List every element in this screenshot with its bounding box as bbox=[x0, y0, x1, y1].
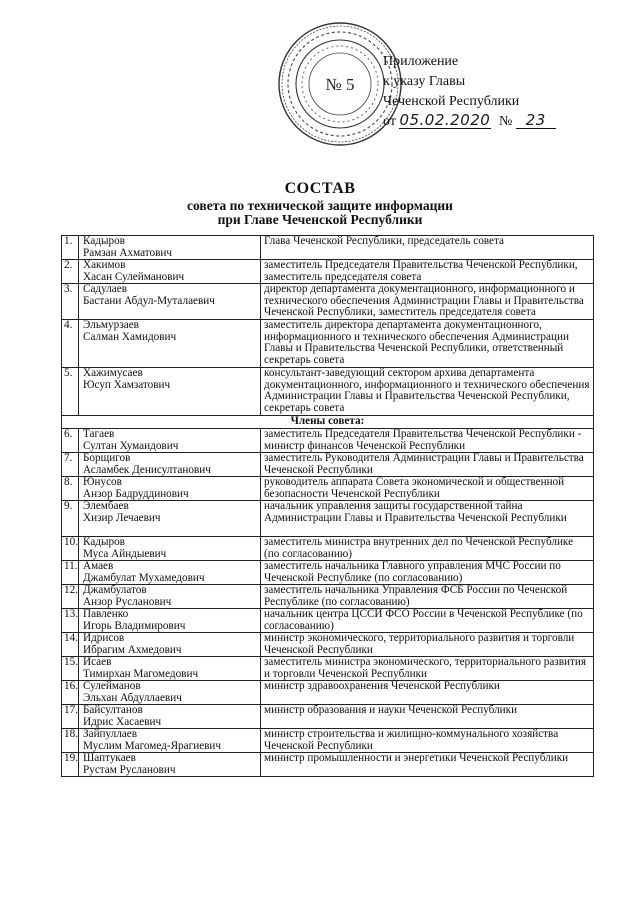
row-number: 3. bbox=[62, 284, 79, 320]
subtitle-line-2: при Главе Чеченской Республики bbox=[217, 212, 423, 227]
member-given-name: Игорь Владимирович bbox=[83, 619, 186, 632]
number-prefix: № bbox=[498, 114, 513, 129]
member-name bbox=[79, 260, 261, 284]
member-given-name: Бастани Абдул-Муталаевич bbox=[83, 294, 215, 307]
member-name bbox=[79, 681, 261, 705]
member-given-name: Хасан Сулейманович bbox=[83, 270, 185, 283]
member-given-name: Рамзан Ахматович bbox=[83, 246, 173, 259]
table-row bbox=[62, 284, 594, 320]
appendix-line-1: Приложение bbox=[383, 54, 459, 69]
table-row bbox=[62, 320, 594, 368]
section-row bbox=[62, 416, 594, 429]
member-position: заместитель директора департамента документационного, информационного и технического обеспечения Администрации Главы и Правительства Чеченской Республики, ответственный секретарь совета bbox=[261, 320, 594, 368]
member-name bbox=[79, 320, 261, 368]
member-surname: Хажимусаев bbox=[83, 367, 143, 379]
table-row bbox=[62, 753, 594, 777]
member-given-name: Тимирхан Магомедович bbox=[83, 667, 199, 680]
table-row bbox=[62, 537, 594, 561]
page-subtitle bbox=[0, 199, 640, 227]
member-name bbox=[79, 609, 261, 633]
subtitle-line-1: совета по технической защите информации bbox=[187, 198, 453, 213]
member-surname: Хакимов bbox=[83, 259, 126, 271]
member-name bbox=[79, 501, 261, 537]
row-number: 11. bbox=[62, 561, 79, 585]
member-name bbox=[79, 633, 261, 657]
member-given-name: Джамбулат Мухамедович bbox=[83, 571, 205, 584]
table-row bbox=[62, 453, 594, 477]
table-row bbox=[62, 561, 594, 585]
member-name bbox=[79, 368, 261, 416]
table-row bbox=[62, 609, 594, 633]
member-surname: Элембаев bbox=[83, 500, 129, 512]
member-position: заместитель Председателя Правительства Чеченской Республики, заместитель председателя совета bbox=[261, 260, 594, 284]
member-name bbox=[79, 657, 261, 681]
member-position: министр экономического, территориального развития и торговли Чеченской Республики bbox=[261, 633, 594, 657]
member-given-name: Ибрагим Ахмедович bbox=[83, 643, 182, 656]
section-heading-members: Члены совета: bbox=[62, 416, 594, 429]
table-row bbox=[62, 729, 594, 753]
table-row bbox=[62, 705, 594, 729]
member-position: заместитель министра внутренних дел по Чеченской Республике (по согласованию) bbox=[261, 537, 594, 561]
member-position: консультант-заведующий сектором архива департамента документационного, информационного и технического обеспечения Администрации Главы и Правительства Чеченской Республики, секретарь совета bbox=[261, 368, 594, 416]
table-row bbox=[62, 260, 594, 284]
table-row bbox=[62, 477, 594, 501]
member-name bbox=[79, 284, 261, 320]
row-number: 5. bbox=[62, 368, 79, 416]
member-surname: Эльмурзаев bbox=[83, 319, 139, 331]
member-position: заместитель начальника Управления ФСБ России по Чеченской Республике (по согласованию) bbox=[261, 585, 594, 609]
member-surname: Амаев bbox=[83, 560, 114, 572]
member-given-name: Муса Айндыевич bbox=[83, 547, 167, 560]
table-row bbox=[62, 681, 594, 705]
row-number: 16. bbox=[62, 681, 79, 705]
row-number: 14. bbox=[62, 633, 79, 657]
row-number: 10. bbox=[62, 537, 79, 561]
decree-date: 05.02.2020 bbox=[399, 111, 491, 129]
member-name bbox=[79, 561, 261, 585]
member-position: министр образования и науки Чеченской Республики bbox=[261, 705, 594, 729]
member-surname: Джамбулатов bbox=[83, 584, 147, 596]
seal-number: № 5 bbox=[325, 75, 355, 94]
table-row bbox=[62, 585, 594, 609]
member-position: Глава Чеченской Республики, председатель совета bbox=[261, 236, 594, 260]
member-surname: Байсултанов bbox=[83, 704, 143, 716]
member-position: директор департамента документационного, информационного и технического обеспечения Администрации Главы и Правительства Чеченской Республики, заместитель председателя совета bbox=[261, 284, 594, 320]
member-name bbox=[79, 429, 261, 453]
decree-number: 23 bbox=[516, 112, 556, 129]
member-surname: Тагаев bbox=[83, 428, 115, 440]
member-position: руководитель аппарата Совета экономической и общественной безопасности Чеченской Республики bbox=[261, 477, 594, 501]
member-given-name: Салман Хамидович bbox=[83, 330, 177, 343]
member-given-name: Муслим Магомед-Ярагиевич bbox=[83, 739, 222, 752]
member-surname: Сулейманов bbox=[83, 680, 141, 692]
row-number: 7. bbox=[62, 453, 79, 477]
council-members-table bbox=[61, 235, 594, 777]
member-surname: Исаев bbox=[83, 656, 112, 668]
member-surname: Борщигов bbox=[83, 452, 131, 464]
member-given-name: Асламбек Денисултанович bbox=[83, 463, 211, 476]
table-row bbox=[62, 236, 594, 260]
member-name bbox=[79, 453, 261, 477]
member-surname: Идрисов bbox=[83, 632, 125, 644]
appendix-header bbox=[383, 52, 556, 132]
member-position: министр здравоохранения Чеченской Республики bbox=[261, 681, 594, 705]
row-number: 4. bbox=[62, 320, 79, 368]
member-given-name: Юсуп Хамзатович bbox=[83, 378, 171, 391]
member-surname: Павленко bbox=[83, 608, 129, 620]
table-row bbox=[62, 368, 594, 416]
table-row bbox=[62, 429, 594, 453]
row-number: 13. bbox=[62, 609, 79, 633]
table-row bbox=[62, 633, 594, 657]
member-position: заместитель Председателя Правительства Чеченской Республики - министр финансов Чеченской Республики bbox=[261, 429, 594, 453]
member-name bbox=[79, 585, 261, 609]
member-given-name: Султан Хумаидович bbox=[83, 439, 179, 452]
table-row bbox=[62, 501, 594, 537]
member-surname: Зайпуллаев bbox=[83, 728, 138, 740]
row-number: 1. bbox=[62, 236, 79, 260]
page-title: СОСТАВ bbox=[284, 180, 356, 197]
appendix-line-3: Чеченской Республики bbox=[383, 94, 520, 109]
member-given-name: Идрис Хасаевич bbox=[83, 715, 162, 728]
appendix-line-2: к указу Главы bbox=[383, 74, 466, 89]
member-name bbox=[79, 753, 261, 777]
member-surname: Кадыров bbox=[83, 536, 125, 548]
member-given-name: Анзор Русланович bbox=[83, 595, 172, 608]
member-given-name: Эльхан Абдуллаевич bbox=[83, 691, 182, 704]
member-surname: Шаптукаев bbox=[83, 752, 136, 764]
member-position: министр строительства и жилищно-коммунального хозяйства Чеченской Республики bbox=[261, 729, 594, 753]
row-number: 19. bbox=[62, 753, 79, 777]
date-prefix: от bbox=[383, 114, 396, 129]
member-surname: Садулаев bbox=[83, 283, 128, 295]
appendix-date-line bbox=[383, 112, 556, 132]
row-number: 12. bbox=[62, 585, 79, 609]
member-position: начальник управления защиты государственной тайна Администрации Главы и Правительства Чеченской Республики bbox=[261, 501, 594, 537]
row-number: 15. bbox=[62, 657, 79, 681]
member-name bbox=[79, 705, 261, 729]
row-number: 18. bbox=[62, 729, 79, 753]
member-surname: Кадыров bbox=[83, 235, 125, 247]
member-name bbox=[79, 477, 261, 501]
table-row bbox=[62, 657, 594, 681]
row-number: 17. bbox=[62, 705, 79, 729]
member-given-name: Рустам Русланович bbox=[83, 763, 176, 776]
row-number: 6. bbox=[62, 429, 79, 453]
member-position: заместитель Руководителя Администрации Главы и Правительства Чеченской Республики bbox=[261, 453, 594, 477]
member-name bbox=[79, 729, 261, 753]
member-position: заместитель министра экономического, территориального развития и торговли Чеченской Республики bbox=[261, 657, 594, 681]
member-given-name: Хизир Лечаевич bbox=[83, 511, 161, 524]
row-number: 9. bbox=[62, 501, 79, 537]
member-position: начальник центра ЦССИ ФСО России в Чеченской Республике (по согласованию) bbox=[261, 609, 594, 633]
member-position: министр промышленности и энергетики Чеченской Республики bbox=[261, 753, 594, 777]
member-name bbox=[79, 236, 261, 260]
row-number: 2. bbox=[62, 260, 79, 284]
member-surname: Юнусов bbox=[83, 476, 122, 488]
member-position: заместитель начальника Главного управления МЧС России по Чеченской Республике (по согласованию) bbox=[261, 561, 594, 585]
member-name bbox=[79, 537, 261, 561]
row-number: 8. bbox=[62, 477, 79, 501]
member-given-name: Анзор Бадруддинович bbox=[83, 487, 189, 500]
